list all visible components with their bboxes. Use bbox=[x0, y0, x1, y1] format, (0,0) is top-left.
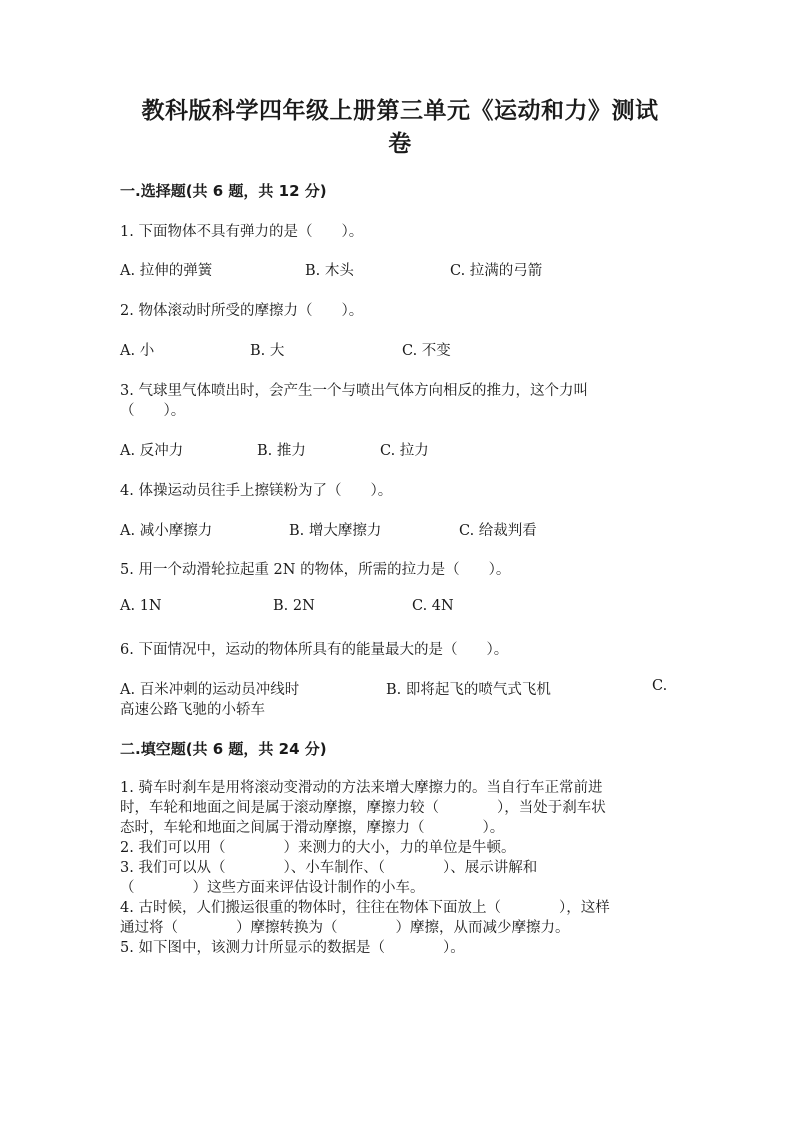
question-5-stem: 5. 用一个动滑轮拉起重 2N 的物体，所需的拉力是（ ）。 bbox=[120, 562, 511, 578]
question-3-stem-cont: （ ）。 bbox=[120, 403, 186, 419]
question-5-option-b: B. 2N bbox=[273, 598, 315, 614]
question-3-stem: 3. 气球里气体喷出时，会产生一个与喷出气体方向相反的推力，这个力叫 bbox=[120, 383, 588, 399]
question-3-option-b: B. 推力 bbox=[257, 443, 306, 459]
fill-line: 1. 骑车时刹车是用将滚动变滑动的方法来增大摩擦力的。当自行车正常前进 bbox=[120, 780, 603, 796]
section-heading-fill: 二.填空题(共 6 题，共 24 分) bbox=[120, 740, 327, 758]
fill-line: 3. 我们可以从（ ）、小车制作、（ ）、展示讲解和 bbox=[120, 860, 538, 876]
question-6-option-c-label: C. bbox=[652, 678, 668, 694]
question-6-option-b: B. 即将起飞的喷气式飞机 bbox=[386, 682, 551, 698]
question-5-option-c: C. 4N bbox=[412, 598, 454, 614]
fill-line: 2. 我们可以用（ ）来测力的大小，力的单位是牛顿。 bbox=[120, 840, 516, 856]
question-2-stem: 2. 物体滚动时所受的摩擦力（ ）。 bbox=[120, 303, 364, 319]
question-1-option-c: C. 拉满的弓箭 bbox=[450, 263, 543, 279]
question-1-stem: 1. 下面物体不具有弹力的是（ ）。 bbox=[120, 224, 364, 240]
title-line-1: 教科版科学四年级上册第三单元《运动和力》测试 bbox=[141, 98, 659, 124]
question-1-option-b: B. 木头 bbox=[305, 263, 354, 279]
question-1-option-a: A. 拉伸的弹簧 bbox=[120, 263, 213, 279]
question-5-option-a: A. 1N bbox=[120, 598, 162, 614]
fill-line: （ ）这些方面来评估设计制作的小车。 bbox=[120, 880, 425, 896]
question-3-option-a: A. 反冲力 bbox=[120, 443, 184, 459]
fill-line: 通过将（ ）摩擦转换为（ ）摩擦，从而减少摩擦力。 bbox=[120, 920, 570, 936]
fill-blank-list bbox=[120, 778, 680, 958]
title-line-2: 卷 bbox=[388, 131, 412, 157]
fill-line: 5. 如下图中，该测力计所显示的数据是（ ）。 bbox=[120, 940, 465, 956]
fill-line: 4. 古时候，人们搬运很重的物体时，往往在物体下面放上（ ），这样 bbox=[120, 900, 610, 916]
fill-line: 态时，车轮和地面之间属于滑动摩擦，摩擦力（ ）。 bbox=[120, 820, 505, 836]
section-heading-choice: 一.选择题(共 6 题，共 12 分) bbox=[120, 182, 327, 200]
question-6-stem: 6. 下面情况中，运动的物体所具有的能量最大的是（ ）。 bbox=[120, 642, 509, 658]
exam-title bbox=[120, 95, 680, 161]
question-2-option-a: A. 小 bbox=[120, 343, 155, 359]
question-2-option-c: C. 不变 bbox=[402, 343, 451, 359]
question-6-option-a: A. 百米冲刺的运动员冲线时 bbox=[120, 682, 300, 698]
question-4-stem: 4. 体操运动员往手上擦镁粉为了（ ）。 bbox=[120, 483, 393, 499]
fill-line: 时，车轮和地面之间是属于滚动摩擦，摩擦力较（ ），当处于刹车状 bbox=[120, 800, 606, 816]
question-2-option-b: B. 大 bbox=[250, 343, 285, 359]
question-6-option-c: 高速公路飞驰的小轿车 bbox=[120, 702, 265, 718]
question-4-option-b: B. 增大摩擦力 bbox=[289, 523, 382, 539]
question-3-option-c: C. 拉力 bbox=[380, 443, 429, 459]
question-4-option-a: A. 减小摩擦力 bbox=[120, 523, 213, 539]
question-4-option-c: C. 给裁判看 bbox=[459, 523, 537, 539]
